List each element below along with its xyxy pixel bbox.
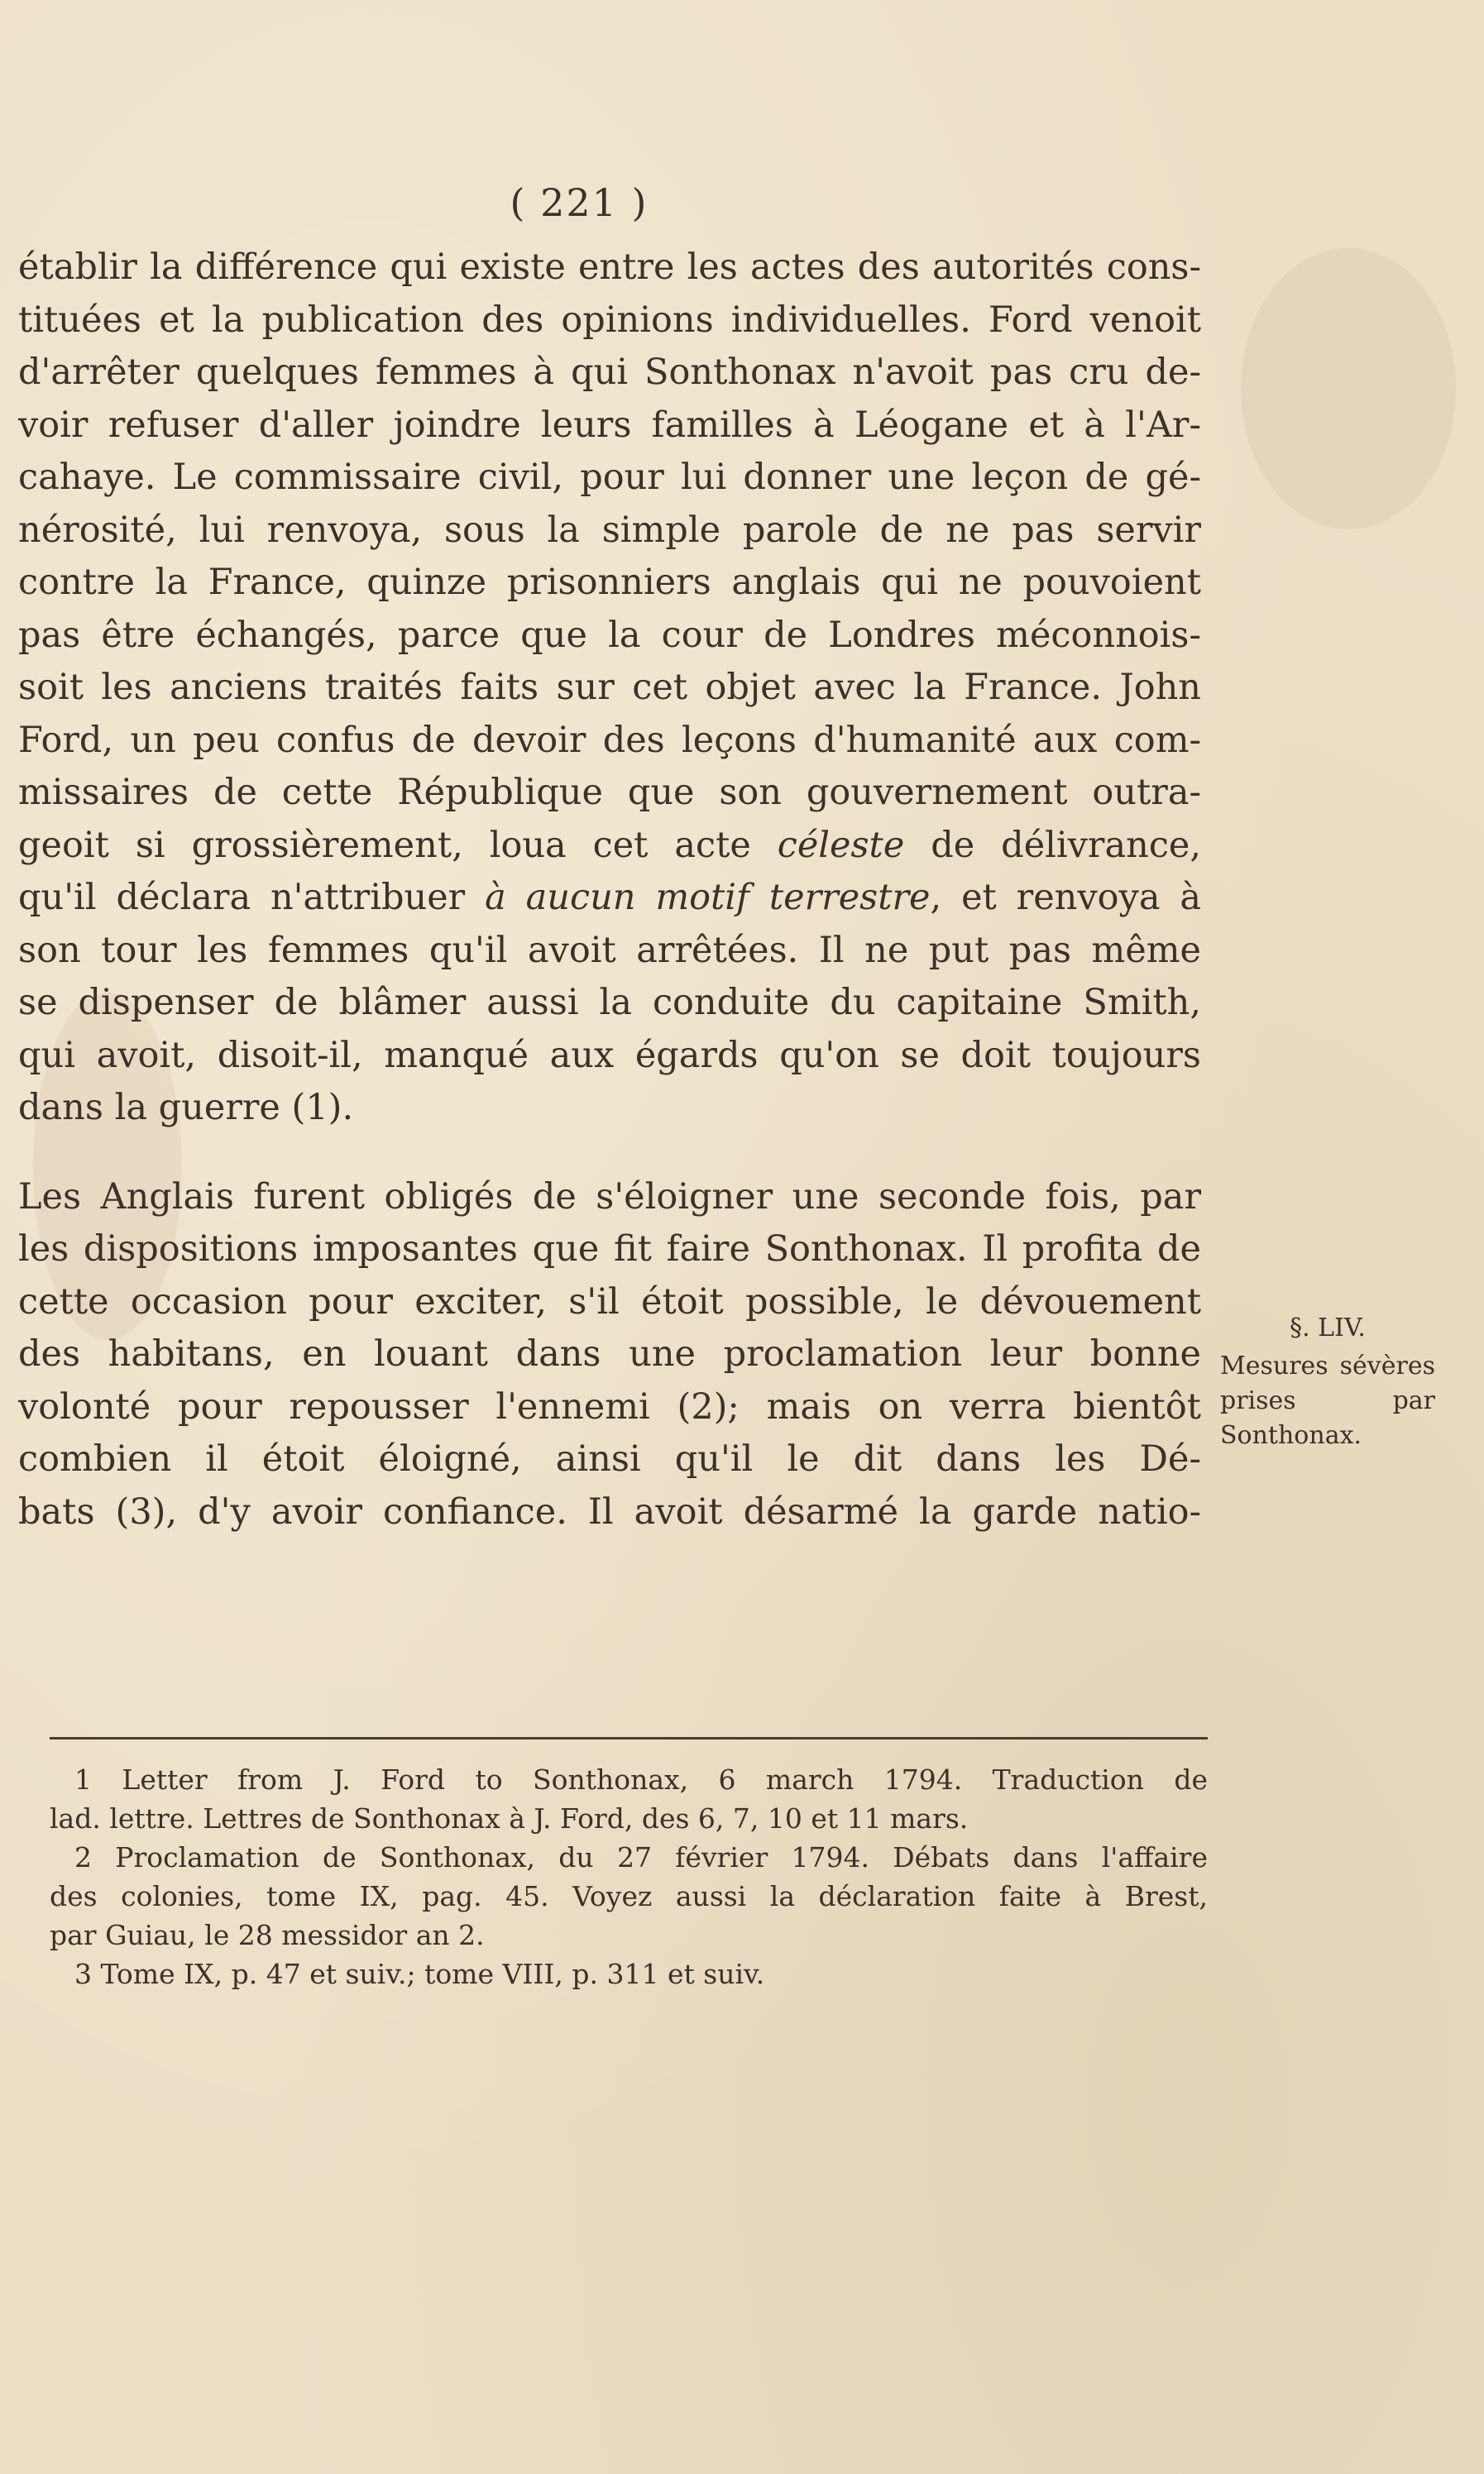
text-line: soit les anciens traités faits sur cet objet avec la France. John bbox=[18, 667, 1201, 708]
footnote-line: 3 Tome IX, p. 47 et suiv.; tome VIII, p. 311 et suiv. bbox=[74, 1958, 765, 1990]
text-line-mixed bbox=[18, 872, 1201, 925]
text-line: pas être échangés, parce que la cour de Londres méconnois- bbox=[18, 614, 1201, 656]
footnote-line: 2 Proclamation de Sonthonax, du 27 février 1794. Débats dans l'affaire bbox=[74, 1841, 1208, 1873]
text-line: Les Anglais furent obligés de s'éloigner une seconde fois, par bbox=[18, 1175, 1201, 1218]
main-text bbox=[18, 242, 1201, 1538]
text-line: volonté pour repousser l'ennemi (2); mais on verra bientôt bbox=[18, 1385, 1201, 1428]
text-segment: qu'il déclara n'attribuer bbox=[18, 877, 466, 918]
text-segment: de délivrance, bbox=[931, 824, 1202, 866]
text-line-mixed bbox=[18, 820, 1201, 873]
paragraph-break bbox=[18, 1135, 1201, 1171]
footnote-divider bbox=[50, 1737, 1208, 1739]
footnote-line: par Guiau, le 28 messidor an 2. bbox=[50, 1919, 485, 1951]
text-line: dans la guerre (1). bbox=[18, 1087, 354, 1128]
text-line: Ford, un peu confus de devoir des leçons d'humanité aux com- bbox=[18, 719, 1201, 761]
text-line: établir la différence qui existe entre les actes des autorités cons- bbox=[18, 246, 1201, 288]
footnote-line: lad. lettre. Lettres de Sonthonax à J. Ford, des 6, 7, 10 et 11 mars. bbox=[50, 1802, 969, 1835]
text-line: contre la France, quinze prisonniers anglais qui ne pouvoient bbox=[18, 562, 1201, 603]
text-line: combien il étoit éloigné, ainsi qu'il le dit dans les Dé- bbox=[18, 1438, 1201, 1480]
paper-stain bbox=[1241, 248, 1456, 529]
text-line: missaires de cette République que son gouvernement outra- bbox=[18, 772, 1201, 813]
text-line: voir refuser d'aller joindre leurs familles à Léogane et à l'Ar- bbox=[18, 404, 1201, 446]
footnote-line: des colonies, tome IX, pag. 45. Voyez aussi la déclaration faite à Brest, bbox=[50, 1880, 1208, 1912]
text-line: bats (3), d'y avoir confiance. Il avoit désarmé la garde natio- bbox=[18, 1491, 1201, 1533]
text-line: les dispositions imposantes que fit faire Sonthonax. Il profita de bbox=[18, 1228, 1201, 1270]
section-number: §. LIV. bbox=[1290, 1314, 1366, 1342]
text-line: se dispenser de blâmer aussi la conduite du capitaine Smith, bbox=[18, 982, 1201, 1023]
text-line: des habitans, en louant dans une proclamation leur bonne bbox=[18, 1333, 1201, 1375]
footnotes bbox=[50, 1760, 1208, 1993]
text-segment: geoit si grossièrement, loua cet acte bbox=[18, 824, 751, 866]
text-segment: , et renvoya à bbox=[930, 877, 1202, 918]
text-line: d'arrêter quelques femmes à qui Sonthonax n'avoit pas cru de- bbox=[18, 352, 1201, 393]
footnote-line: 1 Letter from J. Ford to Sonthonax, 6 march 1794. Traduction de bbox=[74, 1763, 1208, 1796]
text-line: son tour les femmes qu'il avoit arrêtées. Il ne put pas même bbox=[18, 929, 1201, 971]
italic-term: céleste bbox=[777, 824, 905, 866]
text-line: nérosité, lui renvoya, sous la simple parole de ne pas servir bbox=[18, 509, 1201, 551]
text-line: qui avoit, disoit-il, manqué aux égards qu'on se doit toujours bbox=[18, 1034, 1201, 1076]
italic-phrase: à aucun motif terrestre bbox=[485, 877, 931, 918]
text-line: cette occasion pour exciter, s'il étoit possible, le dévouement bbox=[18, 1280, 1201, 1323]
section-summary: Mesures sévères prises par Sonthonax. bbox=[1220, 1352, 1435, 1450]
margin-note bbox=[1220, 1311, 1435, 1453]
page-number: ( 221 ) bbox=[510, 180, 649, 225]
text-line: tituées et la publication des opinions individuelles. Ford venoit bbox=[18, 299, 1201, 341]
text-line: cahaye. Le commissaire civil, pour lui donner une leçon de gé- bbox=[18, 457, 1201, 498]
